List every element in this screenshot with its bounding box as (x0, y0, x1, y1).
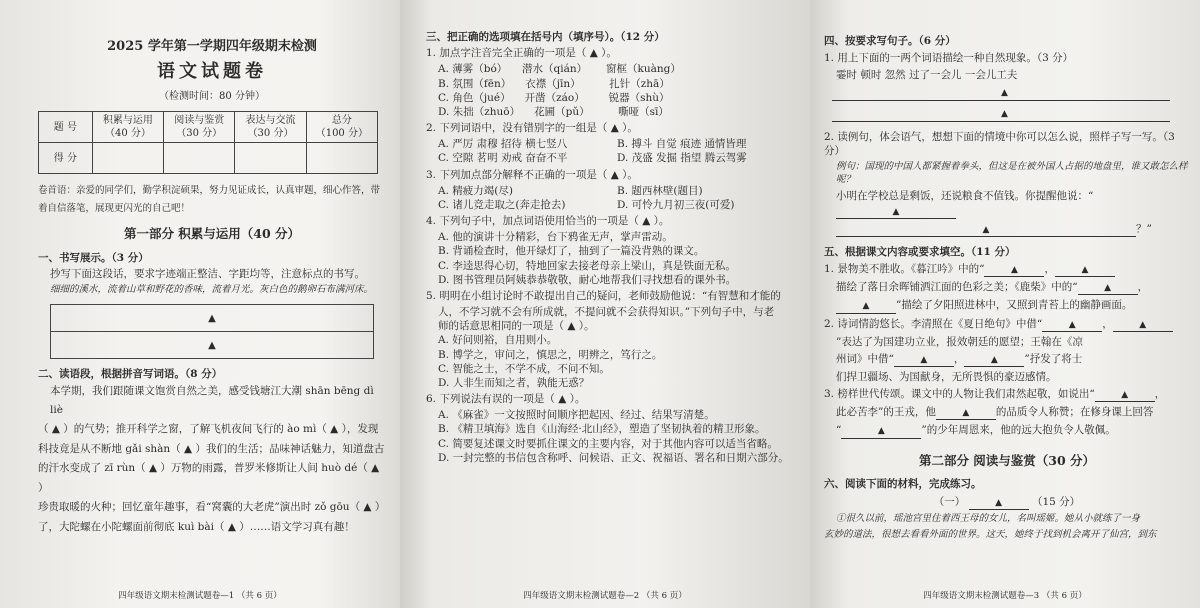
option: C. 简要复述课文时要抓住课文的主要内容，对于其他内容可以适当省略。 (438, 437, 778, 450)
part-2-heading: 第二部分 阅读与鉴赏（30 分） (918, 452, 1096, 468)
score-cell[interactable] (235, 143, 306, 174)
section-5-heading: 五、根据课文内容或要求填空。（11 分） (824, 245, 1016, 258)
answer-blank[interactable]: ▲ (1055, 264, 1115, 277)
option-row: A. 薄雾（bó） 潜水（qián） 窗框（kuàng） (438, 63, 681, 76)
question-5-2-cont: 们捍卫疆场、为国献身，无所畏惧的豪迈感情。 (836, 370, 1057, 383)
option: C. 李逵思得心切，特地回家去接老母亲上梁山，真是铁面无私。 (438, 259, 736, 272)
passage-line: 珍贵取暖的火种；回忆童年趣事，看“窝囊的大老虎”演出时 zǒ gōu（ ▲ ） (38, 501, 386, 514)
option-row: D. 朱拙（zhuō） 花圃（pǔ） 嘶哑（sī） (438, 105, 669, 118)
question-4-1: 1. 用上下面的一两个词语描绘一种自然现象。（3 分） (824, 52, 1074, 65)
question-5-2-cont: ”表达了为国建功立业，报效朝廷的愿望；王翰在《凉 (836, 335, 1083, 348)
pinyin-passage (38, 382, 386, 537)
option-row: C. 角色（jué） 开凿（záo） 锐器（shù） (438, 91, 670, 104)
exam-page-3 (810, 0, 1200, 608)
answer-line[interactable]: ▲ (832, 86, 1170, 101)
passage-line: 本学期，我们跟随课文饱赏自然之美，感受钱塘江大潮 shān bēng dì liè (50, 384, 374, 417)
passage-line: （ ▲ ）的气势；推开科学之窗，了解飞机夜间飞行的 ào mì（ ▲ ），发现 (38, 423, 379, 436)
option: A. 《麻雀》一文按照时间顺序把起因、经过、结果写清楚。 (438, 409, 715, 422)
question-6: 6. 下列说法有误的一项是（ ▲ ）。 (426, 393, 586, 406)
option: A. 他的演讲十分精彩，台下鸦雀无声，掌声雷动。 (438, 231, 673, 244)
option-row: A. 精疲力竭(尽) B. 题西林壁(题目) (438, 184, 703, 197)
section-6-heading: 六、阅读下面的材料，完成练习。 (824, 478, 982, 491)
score-row-label: 得 分 (39, 143, 93, 174)
score-cell[interactable] (164, 143, 235, 174)
reading-title-line: （一） ▲ （15 分） (824, 495, 1190, 510)
part-1-heading: 第一部分 积累与运用（40 分） (123, 226, 301, 242)
section-1-heading: 一、书写展示。（3 分） (38, 252, 149, 265)
question-5-3-cont: “ ▲ ”的少年周恩来，他的远大抱负令人敬佩。 (824, 423, 1190, 438)
question-5-1-cont: 描绘了落日余晖铺洒江面的色彩之美；《鹿柴》中的“ ▲ ， (824, 280, 1190, 295)
exam-page-1 (0, 0, 400, 608)
question-4-2: 2. 读例句，体会语气，想想下面的情境中你可以怎么说，照样子写一写。（3 分） (824, 130, 1175, 157)
answer-blank[interactable]: ▲ (936, 407, 996, 420)
score-table-header: 题 号 (39, 112, 93, 143)
answer-line[interactable]: ▲ (832, 107, 1170, 122)
answer-marker: ▲ (208, 312, 216, 324)
score-table (38, 111, 378, 174)
answer-blank[interactable]: ▲ (836, 300, 896, 313)
exam-title: 2025 学年第一学期四年级期末检测 (107, 39, 317, 54)
option: A. 好问则裕，自用则小。 (438, 334, 558, 347)
exam-page-2 (400, 0, 810, 608)
section-1-instruction: 抄写下面这段话，要求字迹端正整洁、字距均等，注意标点的书写。 (50, 268, 365, 281)
question-1: 1. 加点字注音完全正确的一项是（ ▲ ）。 (426, 47, 617, 60)
exam-time: （检测时间：80 分钟） (159, 90, 265, 102)
option: C. 智能之士，不学不成，不问不知。 (438, 362, 610, 375)
question-2: 2. 下列词语中，没有错别字的一组是（ ▲ ）。 (426, 122, 638, 135)
score-cell[interactable] (306, 143, 377, 174)
option-row: B. 氛围（fēn） 衣襟（jīn） 扎针（zhā） (438, 77, 670, 90)
answer-blank[interactable]: ▲ (1095, 389, 1155, 402)
copy-text: 细细的溪水，流着山草和野花的香味，流着月光。灰白色的鹅卵石布满河床。 (50, 283, 374, 295)
question-5-cont: 人，不学习就不会有所成就，不提问就不会获得知识。”下列句子中，与老 (438, 306, 775, 319)
title-blank[interactable]: ▲ (969, 497, 1029, 510)
question-5-1: 1. 景物美不胜收。《暮江吟》中的“ ▲ ， ▲ (824, 262, 1190, 277)
option-row: C. 诸儿竞走取之(奔走抢去) D. 可怜九月初三夜(可爱) (438, 198, 735, 211)
score-col-3: 表达与交流 （30 分） (235, 112, 306, 143)
question-3: 3. 下列加点部分解释不正确的一项是（ ▲ ）。 (426, 168, 638, 181)
q1-options (426, 62, 796, 119)
question-5-cont: 师的话意思相同的一项是（ ▲ ）。 (438, 320, 595, 333)
handwriting-box[interactable] (50, 304, 374, 359)
option-row: A. 严厉 肃穆 招待 横七竖八 B. 搏斗 自觉 痕迹 通情皆理 (438, 138, 747, 151)
passage-line: 了，大陀螺在小陀螺面前彻底 kuì bài（ ▲ ）……语文学习真有趣！ (38, 520, 355, 533)
question-4-2-prompt: 小明在学校总是剩饭，还说粮食不值钱。你提醒他说：“▲ (824, 189, 1190, 218)
exam-subject-title: 语文试题卷 (157, 60, 267, 82)
section-3-heading: 三、把正确的选项填在括号内（填序号）。（12 分） (426, 31, 665, 43)
option: B. 《精卫填海》选自《山海经·北山经》，塑造了坚韧执着的精卫形象。 (438, 423, 766, 436)
answer-blank[interactable]: ▲ (894, 354, 954, 367)
page-footer: 四年级语文期末检测试题卷—2 （共 6 页） (523, 590, 687, 601)
option: D. 一封完整的书信包含称呼、问候语、正文、祝福语、署名和日期六部分。 (438, 451, 789, 464)
passage-line: 的汗水变成了 zī rùn（ ▲ ）万物的雨露，普罗米修斯让人间 huò dé（ ▲ ） (38, 462, 380, 494)
question-5-1-cont: ▲ ”描绘了夕阳照进林中，又照到青苔上的幽静画面。 (824, 298, 1190, 313)
answer-blank[interactable]: ▲ (1113, 319, 1173, 332)
score-col-2: 阅读与鉴赏 （30 分） (164, 112, 235, 143)
section-2-heading: 二、读语段，根据拼音写词语。（8 分） (38, 368, 223, 381)
page-footer: 四年级语文期末检测试题卷—3 （共 6 页） (923, 590, 1087, 601)
score-col-total: 总分 （100 分） (306, 112, 377, 143)
answer-marker: ▲ (208, 339, 216, 351)
question-4: 4. 下列句子中，加点词语使用恰当的一项是（ ▲ ）。 (426, 215, 670, 228)
answer-blank[interactable]: ▲ (1078, 282, 1138, 295)
writing-line-2 (51, 331, 373, 358)
writing-line-1 (51, 305, 373, 331)
option: B. 背诵检查时，他开绿灯了，抽到了一篇没背熟的课文。 (438, 245, 705, 258)
answer-blank[interactable]: ▲ (841, 425, 921, 438)
answer-blank[interactable]: ▲ (984, 264, 1044, 277)
question-5-3: 3. 榜样世代传颂。课文中的人物让我们肃然起敬，如说出“ ▲ ， (824, 387, 1190, 402)
word-bank: 霎时 顿时 忽然 过了一会儿 一会儿工夫 (836, 69, 1018, 82)
example-sentence: 例句：国现的中国人都紧握着拳头，但这是在被外国人占据的地盘里，谁又敢怎么样呢？ (836, 160, 1188, 185)
question-5-2-cont: 州词》中借“ ▲ ， ▲ ”抒发了将士 (824, 352, 1190, 367)
passage-line: 科技竟是从不断地 gǎi shàn（ ▲ ）我们的生活；品味神话魅力，知道盘古 (38, 442, 385, 455)
section-4-heading: 四、按要求写句子。（6 分） (824, 35, 956, 47)
reading-paragraph: ①很久以前，瑶池宫里住着西王母的女儿，名叫瑶姬。她从小就练了一身 (836, 512, 1141, 524)
score-col-1: 积累与运用 （40 分） (92, 112, 163, 143)
question-5-2: 2. 诗词情韵悠长。李清照在《夏日绝句》中借“ ▲ ， ▲ (824, 317, 1190, 332)
answer-blank[interactable]: ▲ (836, 224, 1136, 237)
page-footer: 四年级语文期末检测试题卷—1 （共 6 页） (118, 590, 282, 601)
question-5: 5. 明明在小组讨论时不敢提出自己的疑问，老师鼓励他说：“有智慧和才能的 (426, 289, 781, 302)
answer-blank[interactable]: ▲ (964, 354, 1024, 367)
reading-paragraph: 玄妙的道法，很想去看看外面的世界。这天，她终于找到机会离开了仙宫，到东 (824, 528, 1157, 540)
option-row: C. 空隙 茗明 劝戒 奋奋不平 D. 茂盛 发掘 指望 腾云驾雾 (438, 152, 747, 165)
option: D. 图书管理员阿姨恭恭敬敬，耐心地帮我们寻找想看的课外书。 (438, 273, 737, 286)
score-cell[interactable] (92, 143, 163, 174)
foreword: 卷首语：亲爱的同学们，勤学积淀硕果，努力见证成长，认真审题，细心作答，带着自信落笔，展现更闪光的自己吧！ (38, 185, 381, 215)
answer-blank[interactable]: ▲ (836, 206, 956, 219)
question-5-3-cont: 此必苦李”的王戎，他 ▲ 的品质令人称赞；在修身课上回答 (824, 405, 1190, 420)
question-4-2-cont: ▲ ？” (824, 222, 1190, 237)
option: D. 人非生而知之者，孰能无惑？ (438, 376, 590, 389)
option: B. 博学之，审问之，慎思之，明辨之，笃行之。 (438, 348, 663, 361)
answer-blank[interactable]: ▲ (1042, 319, 1102, 332)
